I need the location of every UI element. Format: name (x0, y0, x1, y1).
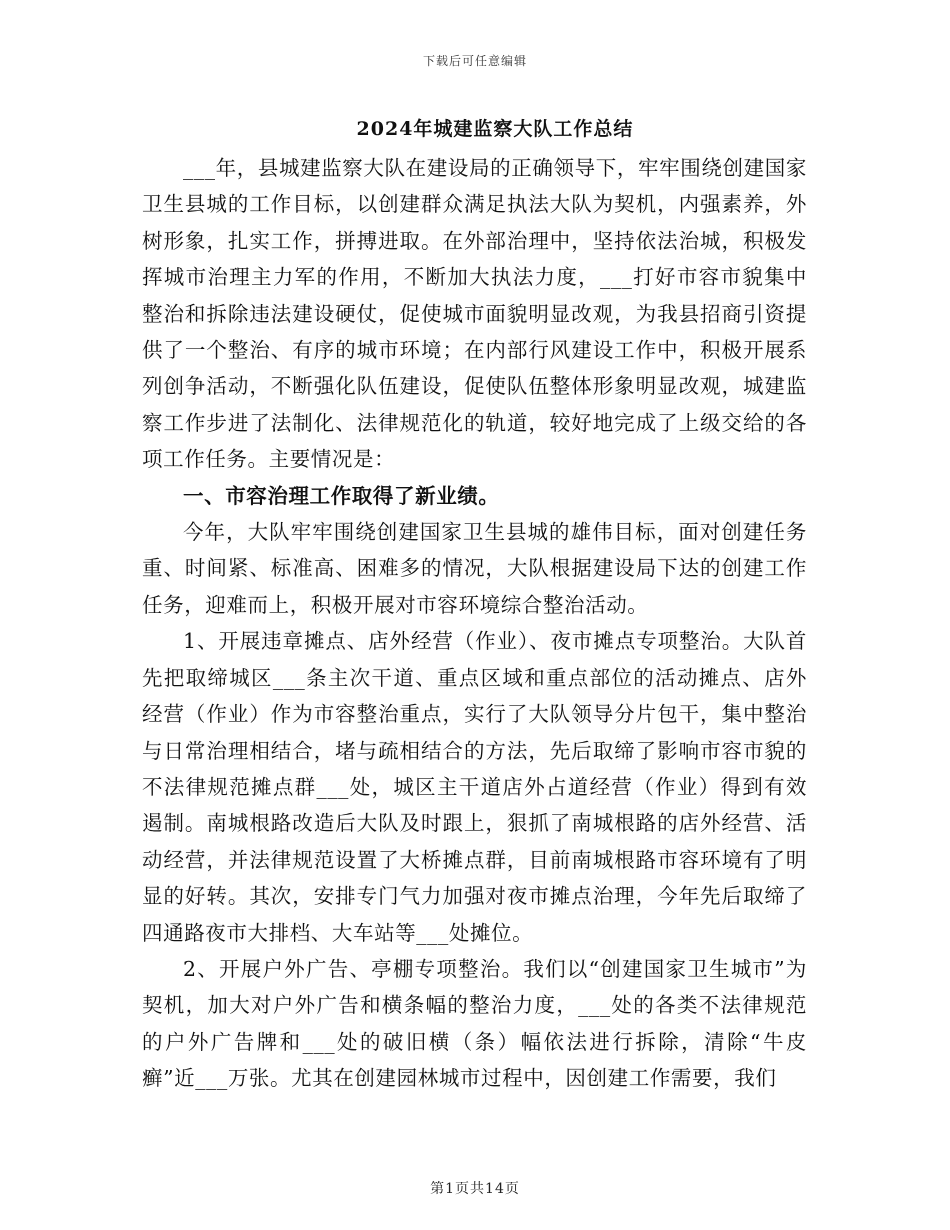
paragraph-intro: ___年，县城建监察大队在建设局的正确领导下，牢牢围绕创建国家卫生县城的工作目标，以创建群众满足执法大队为契机，内强素养，外树形象，扎实工作，拼搏进取。在外部治理中，坚持依法治城，积极发挥城市治理主力军的作用，不断加大执法力度，___打好市容市貌集中整治和拆除违法建设硬仗，促使城市面貌明显改观，为我县招商引资提供了一个整治、有序的城市环境；在内部行风建设工作中，积极开展系列创争活动，不断强化队伍建设，促使队伍整体形象明显改观，城建监察工作步进了法制化、法律规范化的轨道，较好地完成了上级交给的各项工作任务。主要情况是： (142, 156, 807, 472)
header-note: 下载后可任意编辑 (422, 54, 527, 68)
document-body (142, 150, 807, 1097)
section-heading: 一、市容治理工作取得了新业绩。 (183, 483, 500, 508)
paragraph-section-intro: 今年，大队牢牢围绕创建国家卫生县城的雄伟目标，面对创建任务重、时间紧、标准高、困难多的情况，大队根据建设局下达的创建工作任务，迎难而上，积极开展对市容环境综合整治活动。 (142, 520, 807, 617)
paragraph-item-2: 2、开展户外广告、亭棚专项整治。我们以“创建国家卫生城市”为契机，加大对户外广告和横条幅的整治力度，___处的各类不法律规范的户外广告牌和___处的破旧横（条）幅依法进行拆除，清除“牛皮癣”近___万张。尤其在创建园林城市过程中，因创建工作需要，我们 (142, 956, 807, 1091)
document-title: 2024年城建监察大队工作总结 (356, 118, 634, 140)
page-number: 第1页共14页 (430, 1181, 520, 1197)
paragraph-item-1: 1、开展违章摊点、店外经营（作业）、夜市摊点专项整治。大队首先把取缔城区___条主次干道、重点区域和重点部位的活动摊点、店外经营（作业）作为市容整治重点，实行了大队领导分片包干，集中整治与日常治理相结合，堵与疏相结合的方法，先后取缔了影响市容市貌的不法律规范摊点群___处，城区主干道店外占道经营（作业）得到有效遏制。南城根路改造后大队及时跟上，狠抓了南城根路的店外经营、活动经营，并法律规范设置了大桥摊点群，目前南城根路市容环境有了明显的好转。其次，安排专门气力加强对夜市摊点治理，今年先后取缔了四通路夜市大排档、大车站等___处摊位。 (142, 629, 807, 945)
